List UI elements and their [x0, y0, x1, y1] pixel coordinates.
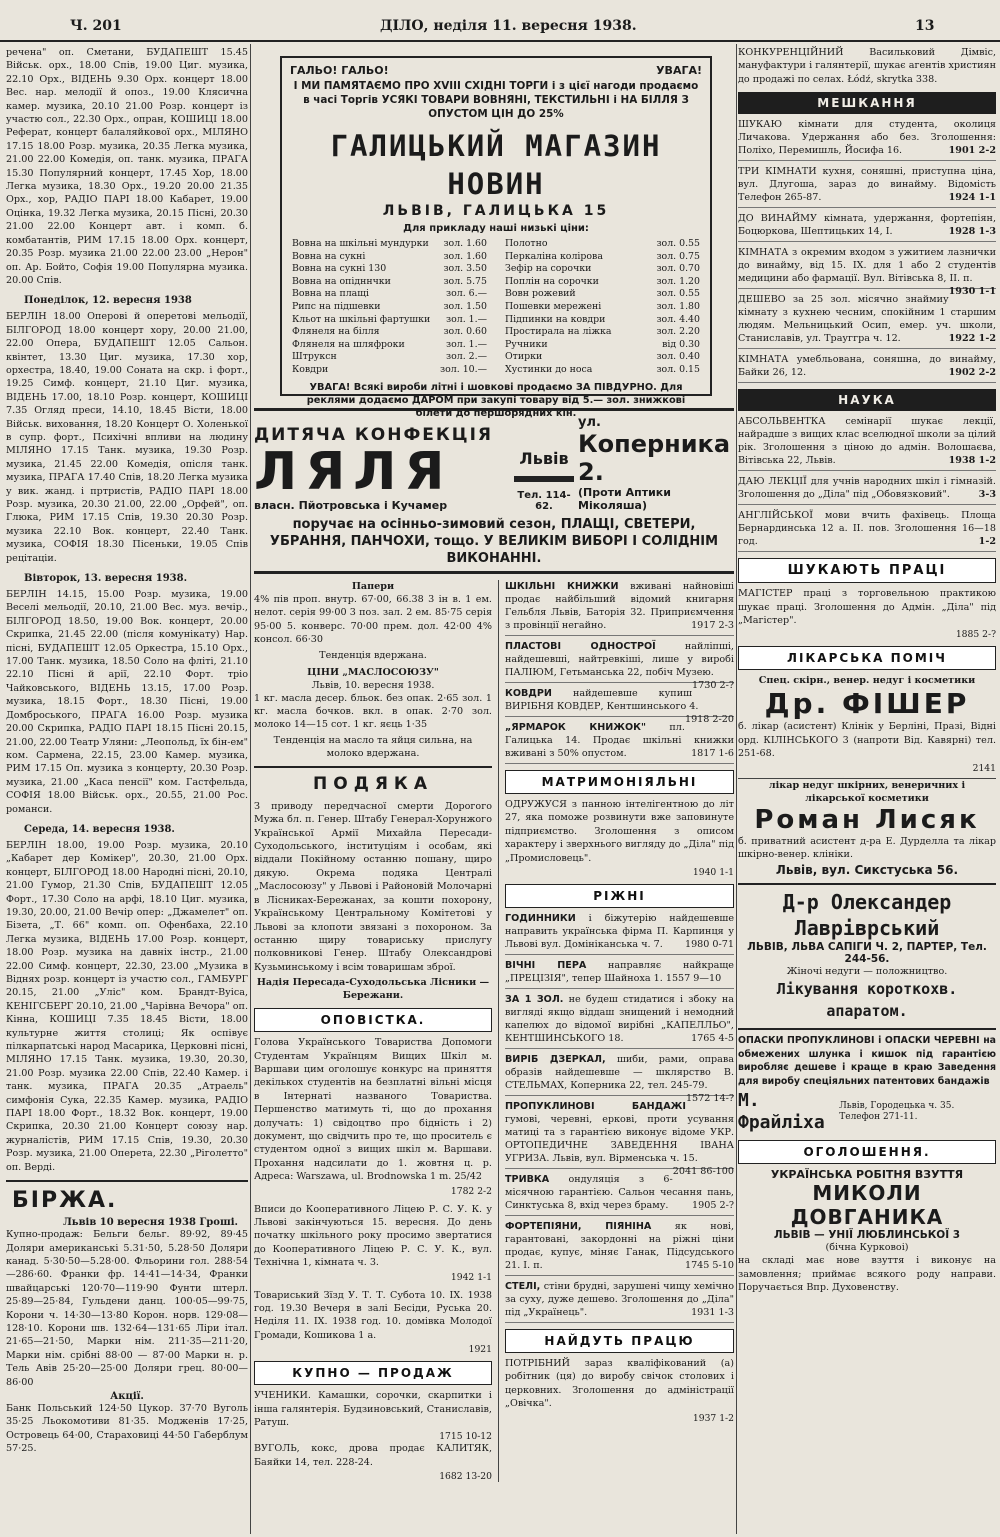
classified-heading: ГОДИННИКИ [505, 913, 576, 925]
subcolumn-right [499, 580, 734, 1482]
classified-ad [505, 1173, 734, 1216]
birzha-title: БІРЖА. [12, 1188, 118, 1214]
classified-text: АБСОЛЬВЕНТКА семінарії шукає лекції, найрадше з вищих клас вселюдної школи за цілий рік. Зголошення з ціною до адмін. Волошаєва, Вітівська 22, Львів. [738, 416, 996, 467]
price-row [503, 276, 702, 289]
papery-title: Папери [351, 581, 395, 592]
lyalya-ad [254, 408, 734, 574]
opasky-text: ОПАСКИ ПРОПУКЛИНОВІ і ОПАСКИ ЧЕРЕВНІ на обмежених шлунка і кишок під гарантією виробляє дешеве і краще в краю Заведення для виробу спеціяльних патентових бандажів [738, 1035, 996, 1087]
meshkannia-title: МЕШКАННЯ [738, 92, 996, 114]
price-row [503, 288, 702, 301]
classified-code: 1922 1-2 [948, 333, 996, 345]
podyaka-title: ПОДЯКА [313, 773, 433, 794]
masthead-date: ДІЛО, неділя 11. вересня 1938. [380, 18, 637, 34]
classified-text: гумові, черевні, еркові, проти усування матиці та з гарантією виконує відоме УКР. ОРТОПЕДИЧНЕ ЗАВЕДЕННЯ ІВАНА УГРИЗА. Львів, вул. Вірменська ч. 15. [505, 1114, 734, 1165]
price-item-value: зол. 2.20 [656, 326, 700, 338]
radio-day-heading: Понеділок, 12. вересня 1938 [24, 295, 192, 307]
classified-code: 1938 1-2 [948, 455, 996, 467]
price-item-value: від 0.30 [662, 338, 700, 350]
akcii-heading: Акції. [110, 1390, 144, 1402]
workshop-address: ЛЬВІВ — УНІЇ ЛЮБЛИНСЬКОЇ 3 [773, 1229, 961, 1242]
matrimonial-code: 1940 1-1 [692, 867, 734, 879]
classified-text: АНГЛІЙСЬКОЇ мови вчить фахівець. Площа Бернардинська 12 а. ІІ. пов. Зголошення 16—18 год. [738, 510, 996, 548]
classified-ad [738, 475, 996, 505]
classified-ad [738, 415, 996, 471]
price-row [290, 301, 489, 314]
ad-price-heading: Для прикладу наші низькі ціни: [403, 223, 589, 234]
podyaka-sign: Надія Пересада-Суходольська Лісники — Бережани. [256, 977, 490, 1002]
lysiak-address: Львів, вул. Сикстуська 56. [775, 863, 959, 878]
price-item-name: Вовна на плащі [292, 288, 369, 300]
birzha-subtitle: Львів 10 вересня 1938 Гроші. [62, 1217, 238, 1229]
lysiak-name: Роман Лисяк [754, 804, 980, 835]
radio-paragraph: БЕРЛІН 14.15, 15.00 Розр. музика, 19.00 Веселі мельодії, 20.10, 21.00 Вес. муз. вечір., БІЛГОРОД 18.50, 19.00 Вок. концерт, 20.00 Скрипка, 21.45 22.00 (після комунікату) Нар. пісні, БУДАПЕШТ 12.05 Оркестра, 15.10 Орх., 17.00 Танк. музика, 18.50 Соло на фліті, 21.10 22.10 Пісні й арії, 22.10 Форт. тріо Чайковського, ВІДЕНЬ 13.15, 17.00 Розр. музика, 18.15 Форт., 18.30 Пісні, 19.00 Домброського, ПРАГА 16.00 Розр. музика 20.00 Скрипка, РАДІО ПАРІ 18.15 Пісні 20.15, 21.00, 22.00 Театр Уляни: „Леопольд, їх бін-ем" ком. Сармена, 22.15, 23.00 Камер. музика, РИМ 17.15 Оп. музика з концерту, 20.30 Розр. музика, 21.00 „Каса пенсії" ком. Гастфельда, СОФІЯ 18.00 Військ. орх., 20.55, 21.00 Рос. романси. [6, 589, 248, 815]
price-item-name: Ковдри [292, 363, 329, 375]
classified-text: КІМНАТА з окремим входом з ужитием лазнички до винайму, від 15. IX. для 1 або 2 студентів медицини або фармації. Вул. Вітівська 8, ІІ. п. [738, 247, 996, 285]
classified-text: не будеш стидатися і збоку на вигляді якщо віддаш знищений і немодний капелюх до відомої вирібні „КАПЕЛЛЬО", КЕНТШИНСЬКОГО 18. [505, 994, 734, 1045]
price-item-value: зол. 1.— [446, 338, 487, 350]
classified-code: 1745 5-10 [684, 1260, 734, 1272]
shukayut-code: 1885 2-? [955, 629, 996, 641]
price-row [503, 364, 702, 377]
classified-text: стіни брудні, зарушені чищу хемічно за суху, дуже дешево. Зголошення до „Діла" під „Українець". [505, 1281, 734, 1319]
ad-hello: ГАЛЬО! ГАЛЬО! [290, 64, 389, 77]
classified-ad [738, 212, 996, 242]
classified-code: 1902 2-2 [948, 367, 996, 379]
lavrivskyi-ad [738, 883, 996, 1022]
price-table-right [503, 238, 702, 377]
price-item-name: Рипс на підшевки [292, 300, 381, 312]
classified-text: і біжутерію найдешевше направить українська фірма П. Карпинця у Львові вул. Домініканська ч. 7. [505, 913, 734, 951]
subcolumn-left [254, 580, 499, 1482]
maslo-title: ЦІНИ „МАСЛОСОЮЗУ" [307, 666, 439, 678]
classified-heading: ЗА 1 ЗОЛ. [505, 994, 564, 1006]
price-row [290, 364, 489, 377]
meshkannia-list [738, 118, 996, 383]
rizhni-title: РІЖНІ [505, 884, 734, 908]
opovistka-title: ОПОВІСТКА. [254, 1008, 492, 1032]
classified-code: 1930 1-1 [948, 286, 996, 298]
classified-code: 1905 2-? [692, 1200, 734, 1212]
price-item-name: Флянеля на шляфроки [292, 338, 405, 350]
price-item-value: зол. 0.75 [656, 250, 700, 262]
price-item-value: зол. 0.15 [656, 363, 700, 375]
classified-code: 2041 86-100 [672, 1166, 734, 1178]
lyalya-opposite: (Проти Аптики Міколяша) [578, 486, 671, 512]
classified-text: найдешевше купиш ВИРІБНЯ КОВДЕР, Кентшинського 4. [505, 688, 699, 712]
classified-ad [738, 509, 996, 552]
price-item-name: Полотно [505, 238, 548, 249]
price-item-name: Флянеля на білля [292, 326, 380, 338]
ad-store-name: ГАЛИЦЬКИЙ МАГАЗИН НОВИН [330, 129, 662, 201]
price-row [290, 351, 489, 364]
podyaka-section [254, 766, 492, 1002]
opasky-ad [738, 1028, 996, 1134]
classified-heading: ФОРТЕПІЯНИ, ПІЯНІНА [505, 1221, 652, 1233]
fisher-code: 2141 [972, 762, 996, 774]
lavrivskyi-name: Д-р Олександер Лавріврський [782, 890, 952, 941]
classified-code: 1924 1-1 [948, 192, 996, 204]
classified-code: 1-2 [978, 536, 996, 548]
price-row [290, 339, 489, 352]
price-item-name: Пошевки мережені [505, 300, 602, 312]
price-item-value: зол. 1.20 [656, 275, 700, 287]
price-item-value: зол. 1.60 [443, 238, 487, 249]
price-row [290, 238, 489, 251]
price-item-name: Вовна на сукні 130 [292, 263, 387, 275]
classified-ad [505, 1280, 734, 1323]
galytskyi-ad [280, 56, 712, 419]
classified-text: як нові, гарантовані, закордонні на ріжні ціни продає, купує, міняє Ганак, Підсудського 21. І. п. [505, 1221, 734, 1272]
classified-text: ТРИ КІМНАТИ кухня, соняшні, приступна ціна, вул. Длугоша, зараз до винайму. Відомість Телефон 265-87. [738, 166, 996, 204]
lavrivskyi-address: ЛЬВІВ, ЛЬВА САПІГИ Ч. 2, ПАРТЕР, Тел. 244-56. [747, 941, 987, 966]
naidut-text: ПОТРІБНИЙ зараз кваліфікований (а) робітник (ця) до виробу свічок столових і церковних. Зголошення до адміністрації „Овічка". [505, 1358, 734, 1410]
price-row [290, 314, 489, 327]
classified-code: 1917 2-3 [691, 620, 734, 631]
opovistka-code: 1921 [468, 1344, 492, 1356]
classified-ad [505, 721, 734, 764]
classified-code: 1928 1-3 [948, 226, 996, 238]
birzha-shares: Банк Польський 124·50 Цукор. 37·70 Вуголь 35·25 Льокомотиви 81·35. Модженів 17·25, Островець 64·00, Стараховиці 44·50 Габерблум 57·25. [6, 1402, 248, 1455]
price-row [290, 326, 489, 339]
classified-heading: ТРИВКА [505, 1174, 550, 1186]
kupno-title: КУПНО — ПРОДАЖ [254, 1361, 492, 1385]
kupno-ad: ВУГОЛЬ, кокс, дрова продає КАЛИТЯК, Баяйки 14, тел. 228-24. [254, 1443, 492, 1468]
column-ads [254, 46, 734, 1534]
classified-ad [505, 1053, 734, 1105]
price-item-name: Поплін на сорочки [505, 275, 599, 287]
lysiak-text: б. приватний асистент д-ра Е. Дурделла та лікар шкірно-венер. клініки. [738, 835, 996, 861]
price-item-value: зол. 0.70 [656, 263, 700, 275]
fisher-specialty: Спец. скірн., венер. недуг і косметики [758, 675, 976, 687]
classified-ad [738, 165, 996, 208]
matrimonial-title: МАТРИМОНІЯЛЬНІ [505, 770, 734, 794]
maslo-date: Львів, 10. вересня 1938. [311, 679, 435, 691]
maslo-trend: Тенденція на масло та яйця сильна, на молоко вдержана. [273, 734, 473, 759]
opovistka-code: 1782 2-2 [450, 1185, 492, 1197]
price-row [503, 326, 702, 339]
classified-code: 1765 4-5 [691, 1033, 734, 1045]
radio-paragraph: БЕРЛІН 18.00, 19.00 Розр. музика, 20.10 „Кабарет дер Комікер", 20.30, 21.00 Орх. концерт, БІЛГОРОД 18.00 Народні пісні, 20.10, 21.00 Гумор, 21.30 Спів, БУДАПЕШТ 12.05 Форт., 17.30 Соло на арфі, 18.10 Циг. музика, 19.30, 20.00, 21.00 Вечір опер: „Джамелет" оп. Бізета, „Т. 66" комп. оп. Офенбаха, 22.10 Легка музика, ВІДЕНЬ 17.00 Розр. концерт, 18.00 Розр. музика на давніх інстр., 21.00 22.00 Симф. концерт, 22.30, 23.00 „Музика в Віднях розр. концерт із участю сол., ГАМБУРГ 20.15, 21.00 „Уліс" ком. Брандт-Вуіса, КЕНІГСБЕРГ 20.10, 21.00 „Чарівна Вечора" оп. Кінна, КОШИЦІ 7.35 18.45 Вісти, 18.00 культурне життя столиці; Як оспівує пілкарпатські народ Масарика, Церковні пісні, МІЛЯНО 17.15 Танк. музика, 19.30, 20.30, 21.00 Розр. музика 22.00 Спів, 22.40 Камер. і танк. музика, ПРАГА 20.35 „Атраель" симфонія Сука, 22.35 Камер. музика, РАДІО ПАРІ 18.00 Форт., 18.32 Вок. концерт, 19.00 Скрипка, 20.30 21.00 Концерт союзу нар. журналістів, РИМ 17.15 Спів, 19.30, 20.30 Розр. музика, 21.00 Оперета, 22.30 „Ріголетто" оп. Верді. [6, 839, 248, 1173]
price-item-name: Кльот на шкільні фартушки [292, 313, 431, 325]
opovistka-notice: Голова Українського Товариства Допомоги Студентам Українцям Вищих Шкіл м. Варшави цим оголошує конкурс на приняття декількох студентів на безплатні вільні місця в Інтернаті названого Товариства. Першенство матимуть ті, що до прохання долучать: 1) свідоцтво про бідність і 2) документ, що свідчить про те, що проситель є студентом одної з вищих шкіл м. Варшави. Прохання надсилати до 1. жовтня ц. р. Адреса: Warszawa, ul. Brodnowska 1 m. 25/42 [254, 1037, 492, 1183]
classified-code: 1572 14-? [685, 1093, 734, 1105]
classified-ad [738, 246, 996, 298]
price-item-value: зол. 3.50 [443, 263, 487, 275]
classified-text: найліпші, найдешевші, найтревкіші, лише у виробі ПАЛІЮМ, Гетьманська 22, побіч Музею. [505, 641, 734, 678]
classified-code: 1817 1-6 [691, 748, 734, 759]
price-item-value: зол. 0.60 [443, 326, 487, 338]
price-row [503, 251, 702, 264]
price-item-value: зол. 0.55 [656, 238, 700, 249]
shukayut-text: МАГІСТЕР праці з торговельною практикою шукає праці. Зголошення до Адмін. „Діла" під „Магістер". [738, 588, 996, 627]
price-item-name: Підпинки на ковдри [505, 313, 606, 325]
opovistka-notice: Вписи до Кооперативного Ліцею Р. С. У. К. у Львові закінчуються 15. вересня. До ‌день початку шкільного року просимо звертатися до Кооперативного Ліцею Р. С. У. К., вул. Технічна 1, кімната ч. 3. [254, 1203, 492, 1269]
price-item-name: Хустинки до носа [505, 363, 593, 375]
price-item-value: зол. 1.80 [656, 300, 700, 312]
lyalya-phone: Тел. 114-62. [517, 490, 571, 512]
papery-trend: Тенденція вдержана. [319, 649, 427, 661]
lavrivskyi-specialty: Жіночі недуги — положництво. [786, 966, 948, 978]
classified-code: 1918 2-20 [684, 714, 734, 725]
price-row [503, 263, 702, 276]
radio-paragraph: БЕРЛІН 18.00 Оперові й оперетові мельодії, БІЛГОРОД 18.00 концерт хору, 20.00 21.00, 22.00 Опера, БУДАПЕШТ 12.05 Сальон. квінтет, 13.30 Циг. музика, 17.30 хор, орхестра, 18.40, 19.00 Соната на скр. і форт., 19.25 Симф. концерт, 21.10 Циг. музика, ВІДЕНЬ 17.00, 18.10 Розр. концерт, КОШИЦІ 7.35 Огляд преси, 14.10, 18.45 Вісти, 18.00 Військ. виховання, 18.20 Концерт О. Холенької в супр. форт., Психічні впливи на людину МІЛЯНО 17.15 Танк. музика, 19.30 Розр. музика, 21.45 22.00 Комедія, опісля танк. музика, ПРАГА 17.40 Спів, 18.20 Легка музика у вик. жанд. і пртристів, РАДІО ПАРІ 18.00 Розр. музика, 20.30 21.00, 22.00 „Орфей", оп. Глюка, РИМ 17.15 Спів, 19.30 20.30 Розр. музика 22.10 Вок. концерт, 22.40 Танк. музика, СОФІЯ 18.30 Пісеньки, 19.05 Спів рецітаціи. [6, 311, 248, 564]
price-row [290, 276, 489, 289]
classified-text: ДЕШЕВО за 25 зол. місячно знаймиу кімнату з кухнею чесним, спокійним 1 старшим людям. Мельницький Осип, емер. уч. школи, Станиславів, ул. Трауггра ч. 12. [738, 294, 996, 345]
ad-store-address: ЛЬВІВ, ГАЛИЦЬКА 15 [382, 203, 610, 219]
price-item-value: зол. 1.60 [443, 250, 487, 262]
classified-heading: „ЯРМАРОК КНИЖОК" [505, 722, 647, 733]
price-item-value: зол. 1.50 [443, 300, 487, 312]
lyalya-ul: ул. [578, 415, 601, 430]
ad-attention: УВАГА! [656, 64, 702, 77]
naidut-code: 1937 1-2 [692, 1412, 734, 1424]
classified-heading: СТЕЛІ, [505, 1281, 541, 1293]
classified-ad [505, 1100, 734, 1178]
podyaka-text: З приводу передчасної смерти Дорогого Мужа бл. п. Генер. Штабу Генерал-Хорунжого Української Армії Михайла Пересади-Суходольського, інституціям і особам, які віддали Покійному останню пошану, щиро дякую. Окрема подяка Централі „Маслосоюзу" у Львові і Районовій Молочарні в Лісниках-Бережанах, за кошти похорону, Українському Центральному Комітетові у Львові за клопоти звязані з похороном. За останню щиру товариську прислугу полковникові Генер. Штабу Олександрові Кузьминському і всім товаришам зброї. [254, 800, 492, 973]
price-item-name: Зефір на сорочки [505, 263, 592, 275]
birzha-currency: Купно-продаж: Бельги бельг. 89·92, 89·45 Доляри американські 5.31·50, 5.28·50 Доляри канад. 5·30·50—5.28·00. Фльорини гол. 288·54—286·60. Франки фр. 14·41—14·34, Франки швайцарські 120·70—119·90 Фунти штерл. 25·89—25·84, Гульдени данц. 100·05—99·75, Корони ч. 14·30—13·80 Корон. норв. 129·08—128·10. Корони шв. 132·64—131·65 Ліри італ. 21·65—21·50, Марки нім. 211·35—211·20, Марки нім. срібні 88·00 — 87·00 Марки н. р. Тель Авів 25·20—25·00 Доляри грец. 80·00—86·00 [6, 1229, 248, 1388]
rizhni-list [505, 912, 734, 1323]
school-classifieds [505, 580, 734, 764]
classified-text: КІМНАТА умебльована, соняшна, до винайму, Байки 26, 12. [738, 354, 996, 379]
price-row [503, 314, 702, 327]
naidut-title: НАЙДУТЬ ПРАЦЮ [505, 1329, 734, 1353]
classified-ad [505, 912, 734, 955]
kupno-code: 1682 13-20 [439, 1471, 492, 1483]
papery-text: 4% пів проп. внутр. 67·00, 66.38 3 ін в. 1 ем. нелот. серія 99·00 3 поз. зал. 2 ем. 85·75 серія 95·00 5. конверс. 70·00 прем. дол. 42·00 4% консол. 66·30 [254, 594, 492, 646]
matrimonial-text: ОДРУЖУСЯ з панною інтелігентною до літ 27, яка поможе розвинути вже заповинуте підприємство. Зголошення з описом характеру і зверхнього вигляду до „Діла" під „Промисловець". [505, 799, 734, 864]
price-row [290, 263, 489, 276]
radio-day-heading: Вівторок, 13. вересня 1938. [24, 573, 188, 585]
price-item-name: Перкаліна колірова [505, 250, 603, 262]
ad-footer: УВАГА! Всякі вироби літні і шовкові продаємо ЗА ПІВДУРНО. Для реклями додаємо ДАРОМ при закупі товару від 5.— зол. знижкові білети до першорядних кін. [306, 381, 686, 419]
classified-ad [738, 293, 996, 349]
classified-text: ДО ВИНАЙМУ кімната, удержання, фортепіян, Боцюркова, Шептицьких 14, І. [738, 213, 996, 238]
maslo-text: 1 кг. масла десер. бльок. без опак. 2·65 зол. 1 кг. масла бочков. вкл. в опак. 2·70 зол. молоко 14—15 сот. 1 кг. яєць 1·35 [254, 692, 492, 731]
classified-ad [738, 353, 996, 383]
opovistka-notice: Товариський Зїзд У. Т. Т. Субота 10. IX. 1938 год. 19.30 Вечеря в залі Бесіди, Руська 20. Неділя 11. IX. 1938 год. 10. домівка Молодої Громади, Кошикова 1 а. [254, 1289, 492, 1341]
price-item-name: Ручники [505, 338, 548, 350]
ogoloshennia-title: ОГОЛОШЕННЯ. [738, 1140, 996, 1164]
nauka-title: НАУКА [738, 389, 996, 411]
lavrivskyi-extra: Лікування короткохв. апаратом. [776, 980, 958, 1021]
classified-text: ДАЮ ЛЕКЦІЇ для учнів народних шкіл і гімназій. Зголошення до „Діла" під „Обовязковий". [738, 476, 996, 501]
lyalya-street: Коперника 2. [578, 430, 731, 486]
price-row [503, 301, 702, 314]
classified-heading: ВИРІБ ДЗЕРКАЛ, [505, 1054, 606, 1066]
opasky-name: М. Фрайліха [738, 1090, 825, 1134]
price-item-name: Отирки [505, 351, 543, 363]
price-table-left [290, 238, 489, 377]
lyalya-name: ЛЯЛЯ [254, 442, 453, 502]
competitive-ad: КОНКУРЕНЦІЙНИЙ Васильковий Дімвіс, мануфактури і галянтерії, шукає агентів християн до продажі по селах. Łódź, skrytka 338. [738, 47, 996, 85]
page-header [0, 0, 1000, 42]
classified-heading: КОВДРИ [505, 688, 552, 699]
price-row [290, 288, 489, 301]
classified-heading: ВІЧНІ ПЕРА [505, 960, 587, 972]
kupno-code: 1715 10-12 [439, 1431, 492, 1443]
shukayut-title: ШУКАЮТЬ ПРАЦІ [738, 558, 996, 583]
classified-text: ШУКАЮ кімнати для студента, околиця Личакова. Удержання або без. Зголошення: Поліхо, Перемишль, Йосифа 16. [738, 119, 996, 157]
price-item-value: зол. 2.— [446, 351, 487, 363]
likarska-title: ЛІКАРСЬКА ПОМІЧ [738, 646, 996, 670]
price-row [503, 351, 702, 364]
radio-day-heading: Середа, 14. вересня 1938. [24, 823, 175, 835]
price-item-value: зол. 5.75 [443, 275, 487, 287]
classified-text: ондуляція з 6-місячною гарантією. Сальон чесання пань, Синктуська 8, вхід через браму. [505, 1174, 734, 1212]
price-item-value: зол. 10.— [440, 363, 487, 375]
issue-number: Ч. 201 [70, 18, 122, 34]
column-rule [250, 44, 251, 1534]
price-row [503, 339, 702, 352]
classified-code: 3-3 [978, 489, 996, 501]
lyalya-offer: поручає на осінньо-зимовий сезон, ПЛАЩІ, СВЕТЕРИ, УБРАННЯ, ПАНЧОХИ, тощо. У ВЕЛИКІМ ВИБОРІ І СОЛІДНІМ ВИКОНАННІ. [269, 517, 719, 566]
opovistka-code: 1942 1-1 [450, 1271, 492, 1283]
classified-ad [505, 993, 734, 1049]
price-item-name: Простирала на ліжка [505, 326, 612, 338]
classified-ad [738, 118, 996, 161]
price-item-value: зол. 1.— [446, 313, 487, 325]
classified-heading: ПЛАСТОВІ ОДНОСТРОЇ [505, 641, 656, 652]
classified-ad [505, 959, 734, 989]
workshop-line: УКРАЇНСЬКА РОБІТНЯ ВЗУТТЯ [770, 1168, 964, 1182]
column-classifieds [738, 46, 996, 1534]
workshop-text: на складі має нове взуття і виконує на замовлення; приймає всякого роду направи. Поручається Впр. Духовенству. [738, 1255, 996, 1293]
lyalya-owners: власн. Пйотровська і Кучамер [254, 499, 448, 512]
classified-code: 1980 0-71 [684, 939, 734, 951]
classified-text: шиби, рами, оправа образів найдешевше — шклярство В. СТЕЛЬМАХ, Коперника 22, тел. 245-79. [505, 1054, 734, 1092]
price-item-name: Вовна на сукні [292, 250, 366, 262]
kupno-ad: УЧЕНИКИ. Камашки, сорочки, скарпитки і інша галянтерія. Будзиновський, Станиславів, Ратуш. [254, 1390, 492, 1429]
price-row [290, 251, 489, 264]
price-item-name: Вовн рожевий [505, 288, 576, 300]
ad-intro: І МИ ПАМЯТАЄМО ПРО XVIII СХІДНІ ТОРГИ і з цієї нагоди продаємо в часі Торгів УСЯКІ ТОВАРИ ВОВНЯНІ, ТЕКСТИЛЬНІ і НА БІЛЛЯ З ОПУСТОМ ЦІН ДО 25% [293, 80, 699, 120]
classified-code: 1901 2-2 [948, 145, 996, 157]
radio-paragraph: речена" оп. Сметани, БУДАПЕШТ 15.45 Військ. орх., 18.00 Спів, 19.00 Циг. музика, 22.10 Орх., ВІДЕНЬ 9.30 Орх. концерт 18.00 Вес. нар. мелодії й опоз., 19.00 Клясична камер. музика, 20.10 21.00 Розр. концерт із участю сол., 22.30 Орх., опран, КОШИЦІ 18.00 Реферат, концерт балаляйкової орх., МІЛЯНО 17.15 18.00 Розр. музика, 20.35 Легка музика, 21.00 22.00 Комедія, оп. танк. музика, ПРАГА 15.30 Популярний концерт, 17.45 Хор, 18.00 Легка музика, 18.30 Орх., 19.20 20.00 21.35 Орх., хор, РАДІО ПАРІ 18.00 Кабарет, 19.00 Оцінка, 19.32 Легка музика, 20.15 Пісні, 20.30 21.00 22.00 Концерт авт. і комп. б. комбатантів, РИМ 17.15 18.00 Орх. концерт, 20.35 Розр. музика 21.00 22.00 23.00 „Нерон" оп. Ар. Бойто, Софія 19.00 Популярна музика. 20.00 Спів. [6, 47, 248, 286]
opasky-address: Львів, Городецька ч. 35. Телефон 271-11. [839, 1101, 955, 1123]
birzha-section [6, 1180, 248, 1456]
fisher-text: б. лікар (асистент) Клінік у Берліні, Празі, Відні орд. КІЛІНСЬКОГО 3 (напроти Від. Кавярні) тел. 251-68. [738, 721, 996, 760]
classified-text: вживані найновіші продає найбільший відомий книгарня Гельбля Львів, Баторія 32. Приприємчення з провінції негайно. [505, 581, 734, 631]
workshop-note: (бічна Курковоі) [825, 1242, 909, 1254]
classified-code: 1730 2-? [692, 680, 734, 691]
classified-heading: ПРОПУКЛИНОВІ БАНДАЖІ [505, 1101, 686, 1113]
classified-text: пл. Галицька 14. Продає шкільні книжки вживані з 50% опустом. [505, 722, 734, 759]
column-rule [736, 44, 737, 1534]
price-row [503, 238, 702, 251]
price-item-name: Штруксн [292, 351, 337, 363]
fisher-name: Др. ФІШЕР [764, 687, 970, 721]
price-item-name: Вовна на опідннчки [292, 275, 391, 287]
workshop-name: МИКОЛИ ДОВГАНИКА [790, 1181, 944, 1230]
price-item-value: зол. 0.55 [656, 288, 700, 300]
page-number: 13 [915, 18, 935, 34]
classified-ad [505, 640, 734, 691]
classified-code: 1931 1-3 [691, 1307, 734, 1319]
price-item-value: зол. 4.40 [656, 313, 700, 325]
classified-text: направляє найкраще „ПРЕЦІЗІЯ", тепер Шайноха 1. 1557 9—10 [505, 960, 734, 985]
nauka-list [738, 415, 996, 552]
classified-heading: ШКІЛЬНІ КНИЖКИ [505, 581, 619, 592]
classified-ad [505, 1220, 734, 1276]
price-item-value: зол. 0.40 [656, 351, 700, 363]
lyalya-line1: ДИТЯЧА КОНФЕКЦІЯ [254, 425, 493, 445]
price-item-value: зол. 6.— [446, 288, 487, 300]
column-radio [6, 46, 248, 1534]
price-item-name: Вовна на шкільні мундурки [292, 238, 429, 249]
lysiak-specialty: лікар недуг шкірних, венеричних і лікарської косметики [768, 779, 966, 804]
classified-ad [505, 580, 734, 636]
lyalya-city: Львів [519, 449, 569, 468]
